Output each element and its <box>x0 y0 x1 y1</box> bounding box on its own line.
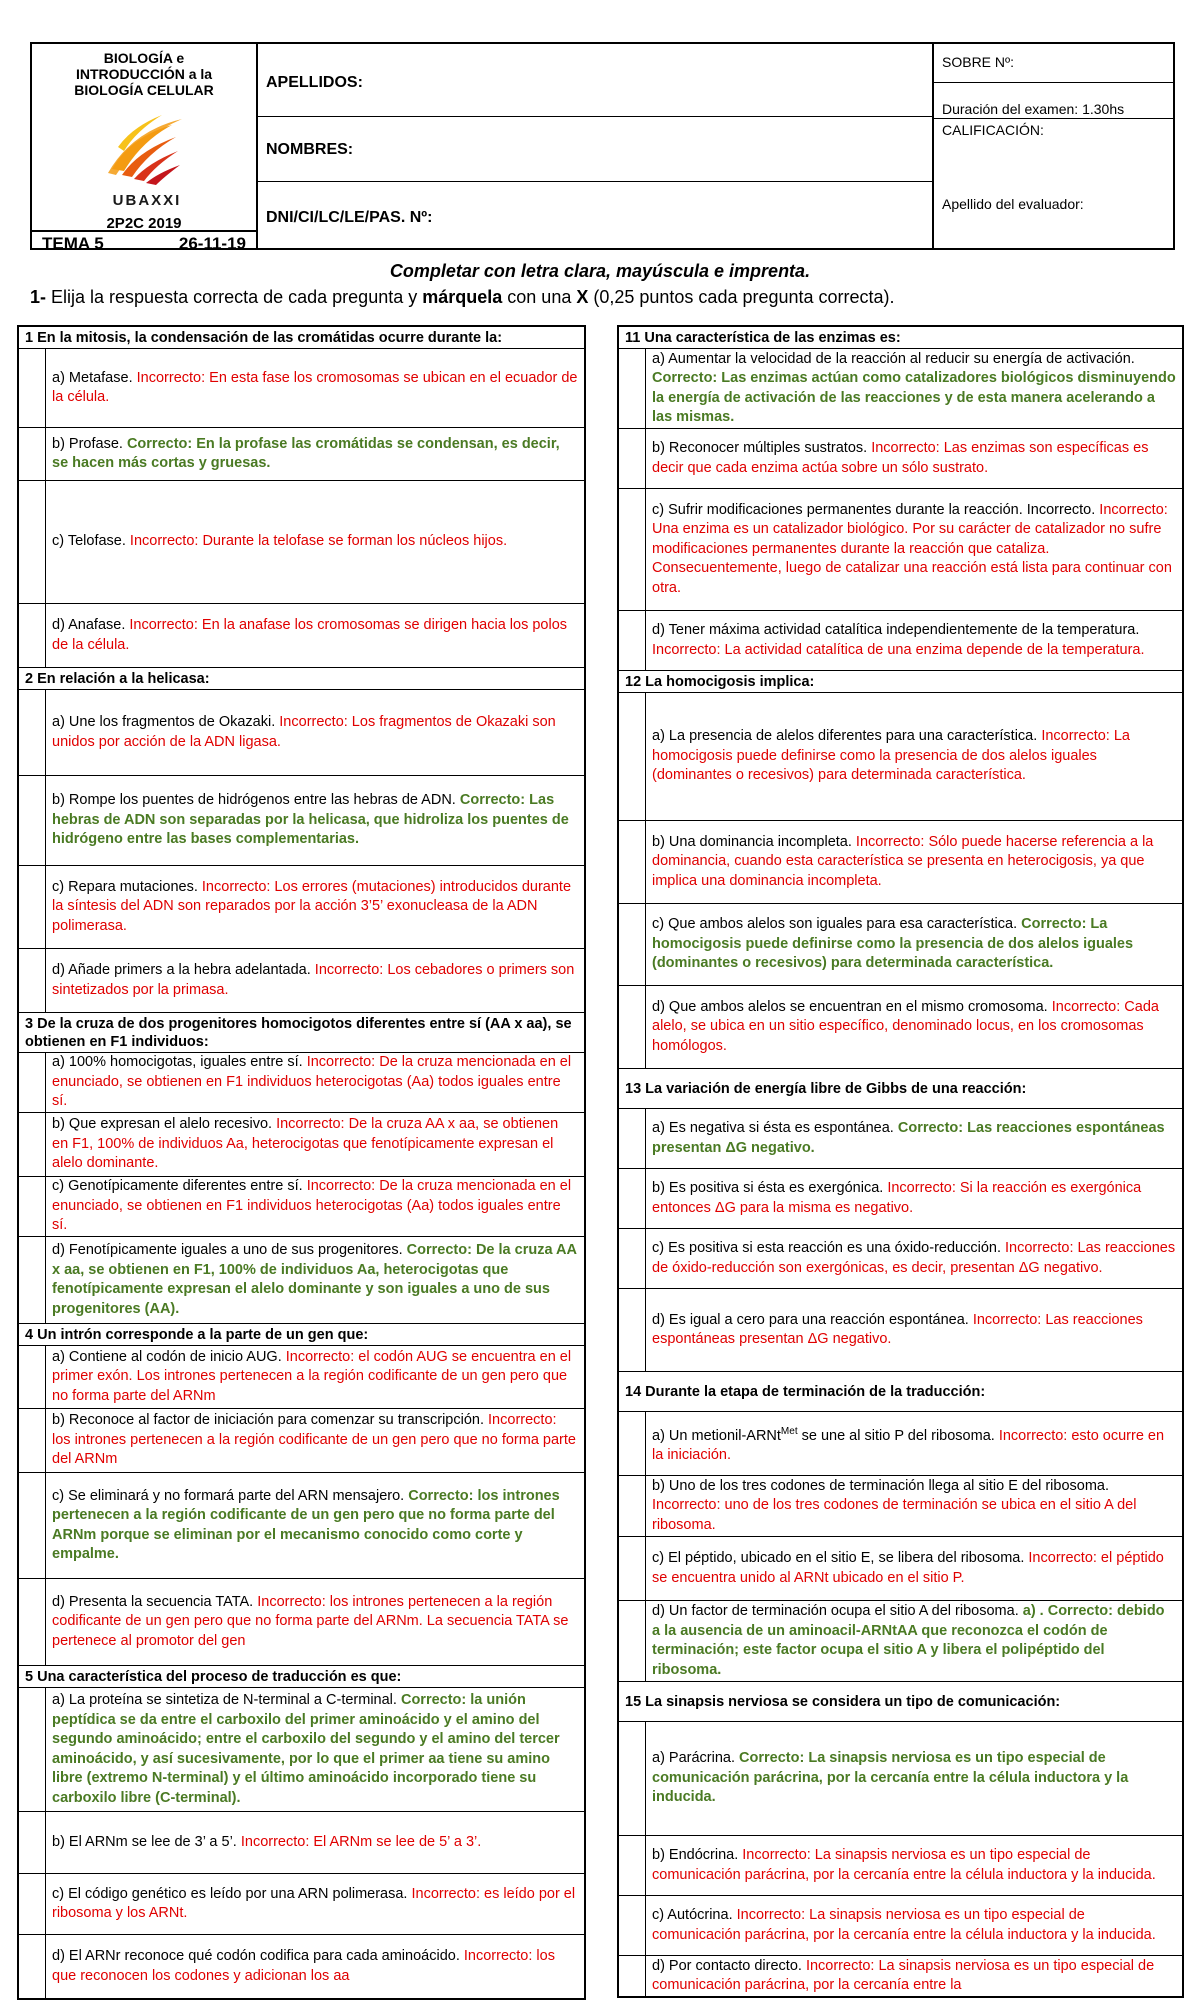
question-title: 15 La sinapsis nerviosa se considera un tipo de comunicación: <box>619 1682 1182 1722</box>
answer-checkbox[interactable] <box>619 693 646 820</box>
answer-checkbox[interactable] <box>619 1289 646 1371</box>
answer-option <box>619 611 1182 671</box>
feedback-incorrect: Incorrecto: los intrones pertenecen a la región codificante de un gen pero que no forma parte del ARNm. La secuencia TATA se pertenece al promotor del gen <box>52 1593 569 1649</box>
feedback-incorrect: Incorrecto: esto ocurre en la iniciación. <box>652 1427 1165 1463</box>
answer-option <box>19 1113 584 1177</box>
answer-option <box>619 821 1182 904</box>
answer-checkbox[interactable] <box>19 428 46 480</box>
answer-checkbox[interactable] <box>619 489 646 610</box>
feedback-incorrect: Incorrecto: La homocigosis puede definirse como la presencia de dos alelos iguales (dominantes o recesivos) para determinada característica. <box>652 728 1130 784</box>
instruction-title: Completar con letra clara, mayúscula e imprenta. <box>389 261 811 281</box>
option-text: b) Es positiva si ésta es exergónica. <box>652 1180 888 1196</box>
answer-checkbox[interactable] <box>19 604 46 667</box>
answer-checkbox[interactable] <box>19 1812 46 1873</box>
answer-option <box>619 1836 1182 1896</box>
grading-cell <box>932 44 1173 250</box>
option-text: c) Repara mutaciones. <box>52 878 202 895</box>
option-text: b) Rompe los puentes de hidrógenos entre las hebras de ADN. <box>52 792 460 809</box>
option-superscript: Met <box>780 1425 798 1437</box>
answer-checkbox[interactable] <box>619 1722 646 1835</box>
apellidos-label: APELLIDOS: <box>266 74 363 91</box>
option-text: c) Sufrir modificaciones permanentes durante la reacción. Incorrecto. <box>652 501 1100 518</box>
answer-checkbox[interactable] <box>619 1476 646 1536</box>
question-title: 12 La homocigosis implica: <box>619 671 1182 693</box>
option-text: c) Autócrina. <box>652 1907 737 1923</box>
feedback-incorrect: Incorrecto: El ARNm se lee de 5’ a 3’. <box>240 1833 482 1850</box>
answer-checkbox[interactable] <box>19 949 46 1012</box>
feedback-incorrect: Incorrecto: Si la reacción es exergónica entonces ΔG para la misma es negativo. <box>652 1180 1142 1216</box>
exam-header <box>30 42 1175 253</box>
answer-checkbox[interactable] <box>619 349 646 428</box>
feedback-incorrect: Incorrecto: los que reconocen los codones y adicionan los aa <box>52 1948 555 1984</box>
answer-option <box>619 1109 1182 1169</box>
exam-tema: TEMA 5 <box>42 234 104 253</box>
question-title: 5 Una característica del proceso de traducción es que: <box>19 1666 584 1688</box>
answer-option <box>19 1409 584 1473</box>
answer-option <box>19 1579 584 1666</box>
feedback-incorrect: Incorrecto: Las reacciones de óxido-reducción son exergónicas, es decir, presentan ΔG negativo. <box>652 1240 1176 1276</box>
option-text: c) El péptido, ubicado en el sitio E, se libera del ribosoma. <box>652 1550 1029 1566</box>
answer-checkbox[interactable] <box>19 1935 46 1998</box>
feedback-incorrect: Incorrecto: La sinapsis nerviosa es un tipo especial de comunicación parácrina, por la cercanía entre la célula inductora y la inducida. <box>652 1847 1156 1883</box>
option-text: d) Que ambos alelos se encuentran en el mismo cromosoma. <box>652 998 1052 1015</box>
subject-cell <box>32 44 258 253</box>
feedback-incorrect: Incorrecto: Los cebadores o primers son sintetizados por la primasa. <box>52 962 575 998</box>
answer-checkbox[interactable] <box>19 1237 46 1323</box>
answer-checkbox[interactable] <box>19 776 46 865</box>
question-title: 11 Una característica de las enzimas es: <box>619 327 1182 349</box>
feedback-incorrect: Incorrecto: De la cruza mencionada en el enunciado, se obtienen en F1 individuos heterocigotas (Aa) todos iguales entre sí. <box>52 1178 572 1234</box>
answer-option <box>19 604 584 668</box>
answer-option <box>19 866 584 949</box>
option-text: b) Reconocer múltiples sustratos. <box>652 440 872 456</box>
option-text: d) El ARNr reconoce qué codón codifica para cada aminoácido. <box>52 1948 464 1964</box>
option-text: a) 100% homocigotas, iguales entre sí. <box>52 1054 307 1071</box>
feedback-incorrect: Incorrecto: uno de los tres codones de terminación se ubica en el sitio A del ribosoma. <box>652 1497 1137 1533</box>
option-text: d) Anafase. <box>52 617 130 633</box>
evaluador-label: Apellido del evaluador: <box>942 196 1084 212</box>
answer-option <box>619 986 1182 1069</box>
option-text: a) La proteína se sintetiza de N-terminal a C-terminal. <box>52 1692 401 1708</box>
answer-option <box>619 1896 1182 1956</box>
answer-option <box>19 481 584 604</box>
question-title: 4 Un intrón corresponde a la parte de un gen que: <box>19 1324 584 1346</box>
answer-option <box>19 1935 584 1998</box>
answer-option <box>619 693 1182 821</box>
feedback-incorrect: Incorrecto: Los fragmentos de Okazaki son unidos por acción de la ADN ligasa. <box>52 714 556 750</box>
answer-checkbox[interactable] <box>619 1109 646 1168</box>
answer-checkbox[interactable] <box>619 1412 646 1475</box>
answer-checkbox[interactable] <box>619 821 646 903</box>
feedback-correct: Correcto: La sinapsis nerviosa es un tipo especial de comunicación parácrina, por la cercanía entre la célula inductora y la inducida. <box>652 1750 1129 1806</box>
option-text: se une al sitio P del ribosoma. <box>797 1427 999 1444</box>
option-text: a) Parácrina. <box>652 1750 740 1767</box>
answer-option <box>619 1169 1182 1229</box>
answer-option <box>619 429 1182 489</box>
answer-option <box>619 349 1182 429</box>
option-text: a) Contiene al codón de inicio AUG. <box>52 1348 286 1365</box>
answer-option <box>19 776 584 866</box>
option-text: c) El código genético es leído por una ARN polimerasa. <box>52 1885 412 1902</box>
answer-checkbox[interactable] <box>619 1956 646 1996</box>
option-text: c) Que ambos alelos son iguales para esa característica. <box>652 916 1022 933</box>
answer-checkbox[interactable] <box>619 904 646 985</box>
question-title: 3 De la cruza de dos progenitores homocigotos diferentes entre sí (AA x aa), se obtienen en F1 individuos: <box>19 1013 584 1053</box>
nombres-label: NOMBRES: <box>266 141 354 158</box>
answer-option <box>19 690 584 776</box>
option-text: d) Añade primers a la hebra adelantada. <box>52 962 315 978</box>
answer-option <box>19 1053 584 1113</box>
feedback-correct: Correcto: la unión peptídica se da entre el carboxilo del primer aminoácido y el amino del segundo aminoácido; entre el carboxilo del segundo y el amino del tercer aminoácido, y así sucesivamente, por lo que el primer aa tiene su amino libre (extremo N-terminal) y el último aminoácido incorporado tiene su carboxilo libre (C-terminal). <box>52 1692 560 1806</box>
student-info-cell <box>256 44 934 250</box>
feedback-incorrect: Incorrecto: Sólo puede hacerse referencia a la dominancia, cuando esta característica se presenta en heterocigosis, ya que implica una dominancia incompleta. <box>652 833 1154 889</box>
option-text: b) Una dominancia incompleta. <box>652 833 856 850</box>
feedback-incorrect: Incorrecto: La sinapsis nerviosa es un tipo especial de comunicación parácrina, por la cercanía entre la célula inductora y la inducida. <box>652 1907 1156 1943</box>
answer-checkbox[interactable] <box>19 866 46 948</box>
answer-option <box>619 1412 1182 1476</box>
answer-checkbox[interactable] <box>19 1688 46 1811</box>
answer-option <box>19 1812 584 1874</box>
feedback-incorrect: Incorrecto: La actividad catalítica de una enzima depende de la temperatura. <box>652 641 1145 658</box>
answer-checkbox[interactable] <box>619 611 646 670</box>
answer-checkbox[interactable] <box>19 1113 46 1176</box>
feedback-correct: a) . Correcto: debido a la ausencia de un aminoacil-ARNtAA que reconozca el codón de terminación; este factor ocupa el sitio A y libera el polipéptido del ribosoma. <box>652 1603 1165 1678</box>
answer-checkbox[interactable] <box>619 986 646 1068</box>
answer-option <box>19 1473 584 1579</box>
answer-checkbox[interactable] <box>19 349 46 427</box>
exam-code: 2P2C 2019 <box>106 215 182 232</box>
answer-option <box>19 1237 584 1324</box>
feedback-correct: Correcto: Las reacciones espontáneas presentan ΔG negativo. <box>652 1120 1165 1156</box>
answer-option <box>19 1688 584 1812</box>
answer-checkbox[interactable] <box>19 1473 46 1578</box>
answer-option <box>619 1601 1182 1682</box>
option-text: d) Presenta la secuencia TATA. <box>52 1593 258 1610</box>
option-text: a) Metafase. <box>52 369 137 386</box>
feedback-correct: Correcto: Las enzimas actúan como catalizadores biológicos disminuyendo la energía de activación de las reacciones y de esta manera acelerando a las mismas. <box>652 370 1176 425</box>
feedback-incorrect: Incorrecto: el codón AUG se encuentra en el primer exón. Los intrones pertenecen a la región codificante de un gen pero que no forma parte del ARNm <box>52 1348 572 1404</box>
option-text: b) Reconoce al factor de iniciación para comenzar su transcripción. <box>52 1412 489 1429</box>
option-text: d) Fenotípicamente iguales a uno de sus progenitores. <box>52 1242 407 1258</box>
answer-checkbox[interactable] <box>619 1537 646 1600</box>
sobre-label: SOBRE Nº: <box>942 54 1015 70</box>
option-text: b) Que expresan el alelo recesivo. <box>52 1116 277 1133</box>
option-text: a) Es negativa si ésta es espontánea. <box>652 1120 898 1136</box>
answer-checkbox[interactable] <box>619 1169 646 1228</box>
feedback-incorrect: Incorrecto: el péptido se encuentra unido al ARNt ubicado en el sitio P. <box>652 1550 1164 1586</box>
option-text: a) Une los fragmentos de Okazaki. <box>52 714 280 730</box>
answer-checkbox[interactable] <box>19 1874 46 1934</box>
question-title: 1 En la mitosis, la condensación de las cromátidas ocurre durante la: <box>19 327 584 349</box>
answer-option <box>619 1956 1182 1996</box>
option-text: b) Endócrina. <box>652 1847 743 1863</box>
feedback-correct: Correcto: los intrones pertenecen a la región codificante de un gen pero que no forma parte del ARNm porque se eliminan por el mecanismo conocido como corte y empalme. <box>52 1487 560 1562</box>
feedback-incorrect: Incorrecto: En esta fase los cromosomas se ubican en el ecuador de la célula. <box>52 369 578 405</box>
feedback-incorrect: Incorrecto: Los errores (mutaciones) introducidos durante la síntesis del ADN son reparados por la acción 3’5’ exonucleasa de la ADN polimerasa. <box>52 878 572 934</box>
answer-option <box>619 489 1182 611</box>
answer-checkbox[interactable] <box>19 481 46 603</box>
feedback-incorrect: Incorrecto: De la cruza AA x aa, se obtienen en F1, 100% de individuos Aa, heterocigotas que fenotípicamente expresan el alelo dominante. <box>52 1116 559 1172</box>
option-text: b) Uno de los tres codones de terminación llega al sitio E del ribosoma. <box>652 1477 1109 1494</box>
duracion-label: Duración del examen: 1.30hs <box>942 101 1125 117</box>
option-text: b) Profase. <box>52 435 127 452</box>
question-title: 14 Durante la etapa de terminación de la traducción: <box>619 1372 1182 1412</box>
feedback-correct: Correcto: De la cruza AA x aa, se obtienen en F1, 100% de individuos Aa, heterocigotas que fenotípicamente expresan el alelo dominante y son iguales a uno de sus progenitores (AA). <box>52 1242 577 1317</box>
feedback-correct: Correcto: La homocigosis puede definirse como la presencia de dos alelos iguales (dominantes o recesivos) para determinada característica. <box>652 916 1134 972</box>
option-text: d) Es igual a cero para una reacción espontánea. <box>652 1311 973 1328</box>
answer-checkbox[interactable] <box>619 1601 646 1681</box>
feedback-incorrect: Incorrecto: Una enzima es un catalizador biológico. Por su carácter de catalizador no sufre modificaciones permanentes durante la reacción que cataliza. Consecuentemente, luego de catalizar una reacción está lista para continuar con otra. <box>652 501 1172 596</box>
subject-title: BIOLOGÍA e INTRODUCCIÓN a la BIOLOGÍA CELULAR <box>74 50 214 98</box>
ubaxxi-logo <box>102 107 192 211</box>
option-text: a) Un metionil-ARNt <box>652 1427 781 1444</box>
answer-checkbox[interactable] <box>619 1836 646 1895</box>
answer-option <box>619 1537 1182 1601</box>
feedback-incorrect: Incorrecto: En la anafase los cromosomas se dirigen hacia los polos de la célula. <box>52 617 568 653</box>
feedback-incorrect: Incorrecto: Las reacciones espontáneas presentan ΔG negativo. <box>652 1311 1143 1347</box>
option-text: c) Genotípicamente diferentes entre sí. <box>52 1178 307 1195</box>
answer-option <box>19 349 584 428</box>
answer-checkbox[interactable] <box>19 1177 46 1236</box>
answer-option <box>19 428 584 481</box>
feedback-incorrect: Incorrecto: los intrones pertenecen a la región codificante de un gen pero que no forma parte del ARNm <box>52 1412 576 1468</box>
answer-checkbox[interactable] <box>19 1346 46 1408</box>
answer-option <box>619 904 1182 986</box>
instruction-text: 1- Elija la respuesta correcta de cada pregunta y márquela con una X (0,25 puntos cada pregunta correcta). <box>30 287 895 307</box>
feedback-incorrect: Incorrecto: Las enzimas son específicas es decir que cada enzima actúa sobre un sólo sustrato. <box>652 440 1149 476</box>
option-text: d) Un factor de terminación ocupa el sitio A del ribosoma. <box>652 1603 1023 1619</box>
answer-checkbox[interactable] <box>619 1229 646 1288</box>
logo-text: UBAXXI <box>112 192 182 209</box>
feedback-incorrect: Incorrecto: De la cruza mencionada en el enunciado, se obtienen en F1 individuos heterocigotas (Aa) todos iguales entre sí. <box>52 1054 572 1110</box>
option-text: b) El ARNm se lee de 3’ a 5’. <box>52 1833 241 1850</box>
answer-checkbox[interactable] <box>19 1409 46 1472</box>
answer-checkbox[interactable] <box>19 690 46 775</box>
feedback-correct: Correcto: Las hebras de ADN son separadas por la helicasa, que hidroliza los puentes de hidrógeno entre las bases complementarias. <box>52 792 569 848</box>
feedback-incorrect: Incorrecto: Durante la telofase se forman los núcleos hijos. <box>129 533 508 550</box>
answer-option <box>619 1722 1182 1836</box>
feedback-incorrect: Incorrecto: es leído por el ribosoma y los ARNt. <box>52 1885 576 1921</box>
option-text: c) Telofase. <box>52 533 130 550</box>
questions-left-column <box>17 325 586 2000</box>
question-title: 2 En relación a la helicasa: <box>19 668 584 690</box>
answer-option <box>619 1476 1182 1537</box>
calificacion-label: CALIFICACIÓN: <box>942 122 1044 138</box>
exam-date: 26-11-19 <box>178 234 246 253</box>
dni-label: DNI/CI/LC/LE/PAS. Nº: <box>266 209 433 226</box>
answer-checkbox[interactable] <box>19 1053 46 1112</box>
option-text: c) Es positiva si esta reacción es una óxido-reducción. <box>652 1240 1006 1256</box>
question-title: 13 La variación de energía libre de Gibbs de una reacción: <box>619 1069 1182 1109</box>
feedback-correct: Correcto: En la profase las cromátidas se condensan, es decir, se hacen más cortas y gruesas. <box>52 435 560 471</box>
feedback-incorrect: Incorrecto: La sinapsis nerviosa es un tipo especial de comunicación parácrina, por la cercanía entre la <box>652 1957 1155 1993</box>
answer-checkbox[interactable] <box>619 429 646 488</box>
option-text: d) Por contacto directo. <box>652 1957 806 1974</box>
answer-option <box>619 1289 1182 1372</box>
questions-right-column <box>617 325 1184 1998</box>
feedback-incorrect: Incorrecto: Cada alelo, se ubica en un sitio específico, denominado locus, en los cromosomas homólogos. <box>652 998 1159 1054</box>
option-text: d) Tener máxima actividad catalítica independientemente de la temperatura. <box>652 622 1140 638</box>
option-text: a) La presencia de alelos diferentes para una característica. <box>652 728 1042 745</box>
answer-option <box>19 1177 584 1237</box>
option-text: c) Se eliminará y no formará parte del ARN mensajero. <box>52 1487 409 1504</box>
option-text: a) Aumentar la velocidad de la reacción al reducir su energía de activación. <box>652 350 1135 367</box>
answer-option <box>19 1874 584 1935</box>
answer-checkbox[interactable] <box>619 1896 646 1955</box>
answer-option <box>19 1346 584 1409</box>
answer-option <box>619 1229 1182 1289</box>
answer-checkbox[interactable] <box>19 1579 46 1665</box>
answer-option <box>19 949 584 1013</box>
